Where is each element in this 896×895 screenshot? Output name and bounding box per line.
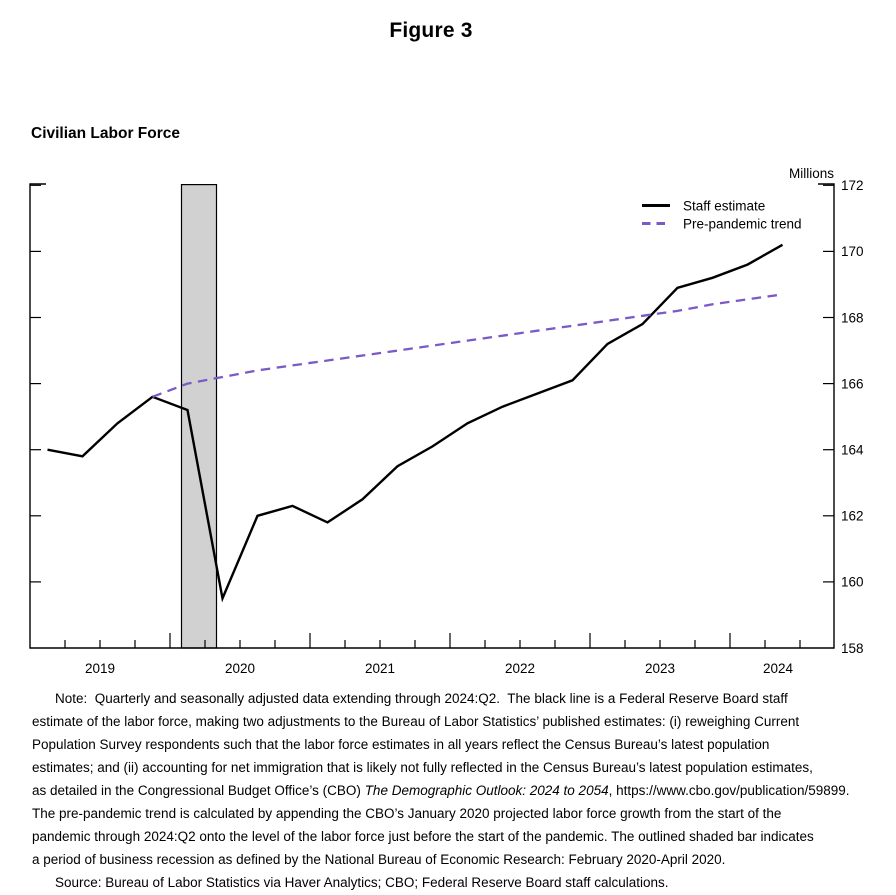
- legend-label-staff-estimate: Staff estimate: [683, 198, 766, 214]
- x-tick-label: 2022: [504, 661, 536, 676]
- y-tick-label: 172: [841, 178, 864, 194]
- note-line: estimates; and (ii) accounting for net immigration that is likely not fully reflected in the Census Bureau’s latest population estimates,: [32, 760, 813, 775]
- note-line-part: , https://www.cbo.gov/publication/59899.: [608, 783, 850, 798]
- y-tick-label: 168: [841, 310, 864, 326]
- note-line: a period of business recession as defined by the National Bureau of Economic Research: February 2020-April 2020.: [32, 852, 726, 867]
- y-tick-label: 158: [841, 640, 864, 656]
- x-tick-label: 2023: [644, 661, 676, 676]
- y-tick-label: 170: [841, 244, 864, 260]
- note-line: [32, 779, 896, 802]
- note-line: estimate of the labor force, making two adjustments to the Bureau of Labor Statistics’ published estimates: (i) reweighing Current: [32, 714, 800, 729]
- pre-pandemic-trend-line: [153, 294, 783, 396]
- y-tick-label: 166: [841, 376, 864, 392]
- y-axis-unit-label: Millions: [788, 166, 834, 181]
- y-tick-label: 162: [841, 508, 864, 524]
- note-line: Note: Quarterly and seasonally adjusted data extending through 2024:Q2. The black line is a Federal Reserve Board staff: [55, 691, 788, 706]
- staff-estimate-line: [48, 245, 783, 599]
- figure-title: Figure 3: [389, 19, 473, 42]
- note-line-part: as detailed in the Congressional Budget Office’s (CBO): [32, 783, 365, 798]
- x-tick-label: 2020: [224, 661, 256, 676]
- recession-bar: [182, 185, 217, 648]
- axis-frame: [30, 184, 834, 648]
- note-line: The pre-pandemic trend is calculated by appending the CBO’s January 2020 projected labor force growth from the start of the: [32, 806, 782, 821]
- x-tick-label: 2019: [84, 661, 116, 676]
- source-line: Source: Bureau of Labor Statistics via Haver Analytics; CBO; Federal Reserve Board staff calculations.: [55, 875, 669, 890]
- legend-label-pre-pandemic-trend: Pre-pandemic trend: [683, 216, 802, 232]
- note-line: pandemic through 2024:Q2 onto the level of the labor force just before the start of the pandemic. The outlined shaded bar indicates: [32, 829, 814, 844]
- note-line: Population Survey respondents such that the labor force estimates in all years reflect the Census Bureau’s latest population: [32, 737, 770, 752]
- page-title: Civilian Labor Force: [31, 125, 181, 142]
- y-tick-label: 164: [841, 442, 864, 458]
- publication-title: The Demographic Outlook: 2024 to 2054: [364, 783, 609, 798]
- y-tick-label: 160: [841, 574, 864, 590]
- x-tick-label: 2024: [762, 661, 794, 676]
- note-block: [32, 687, 896, 894]
- x-tick-label: 2021: [364, 661, 396, 676]
